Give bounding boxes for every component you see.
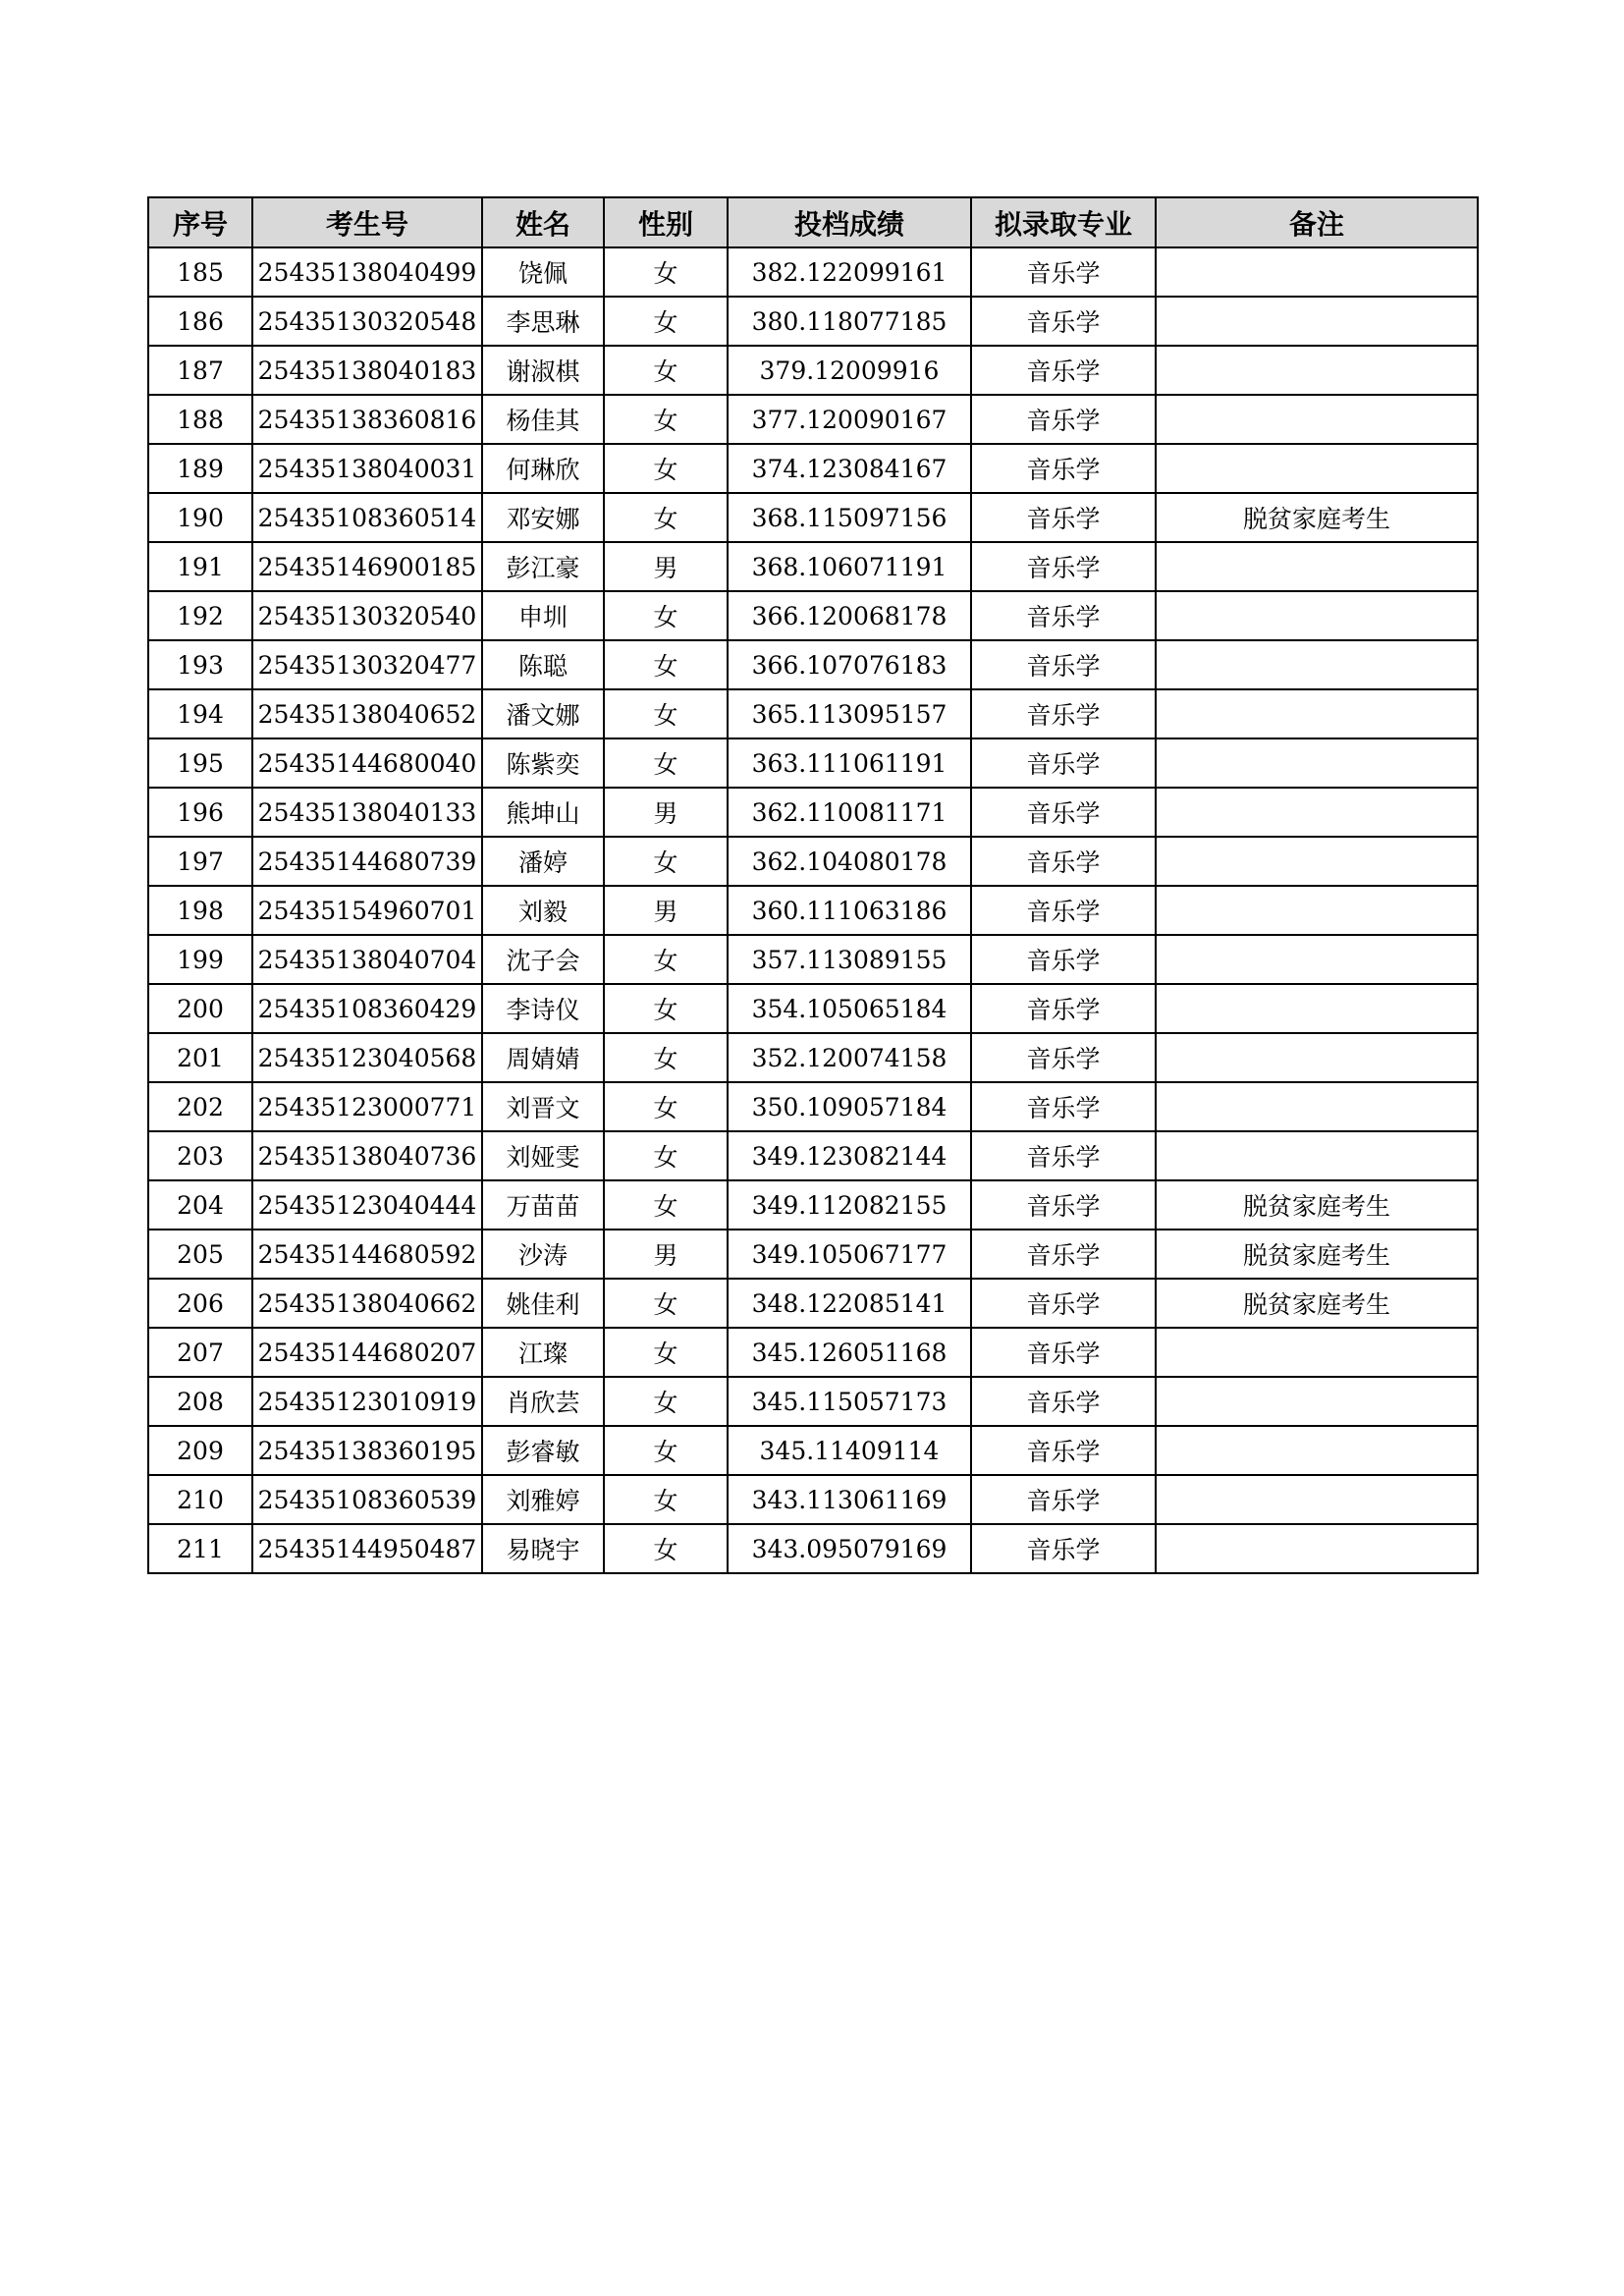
cell-gender: 女 — [604, 1082, 728, 1131]
cell-exam-id: 25435144680207 — [252, 1328, 482, 1377]
cell-score: 345.126051168 — [728, 1328, 971, 1377]
cell-name: 沙涛 — [482, 1230, 604, 1279]
cell-score: 368.115097156 — [728, 493, 971, 542]
cell-name: 刘娅雯 — [482, 1131, 604, 1180]
header-row — [148, 197, 1478, 247]
cell-major: 音乐学 — [971, 640, 1156, 689]
cell-score: 382.122099161 — [728, 247, 971, 297]
table-row — [148, 1279, 1478, 1328]
cell-seq: 203 — [148, 1131, 252, 1180]
cell-exam-id: 25435144680739 — [252, 837, 482, 886]
cell-name: 何琳欣 — [482, 444, 604, 493]
cell-note — [1156, 788, 1478, 837]
cell-exam-id: 25435138360195 — [252, 1426, 482, 1475]
cell-exam-id: 25435123010919 — [252, 1377, 482, 1426]
table-row — [148, 1033, 1478, 1082]
cell-score: 349.123082144 — [728, 1131, 971, 1180]
cell-exam-id: 25435144680040 — [252, 738, 482, 788]
table-row — [148, 395, 1478, 444]
cell-name: 饶佩 — [482, 247, 604, 297]
cell-name: 万苗苗 — [482, 1180, 604, 1230]
cell-seq: 189 — [148, 444, 252, 493]
cell-name: 申圳 — [482, 591, 604, 640]
cell-seq: 186 — [148, 297, 252, 346]
cell-seq: 199 — [148, 935, 252, 984]
cell-note — [1156, 297, 1478, 346]
cell-seq: 211 — [148, 1524, 252, 1573]
cell-major: 音乐学 — [971, 395, 1156, 444]
cell-score: 366.120068178 — [728, 591, 971, 640]
cell-exam-id: 25435138040031 — [252, 444, 482, 493]
cell-exam-id: 25435123040444 — [252, 1180, 482, 1230]
cell-note — [1156, 1377, 1478, 1426]
cell-exam-id: 25435144680592 — [252, 1230, 482, 1279]
cell-score: 345.115057173 — [728, 1377, 971, 1426]
cell-major: 音乐学 — [971, 1377, 1156, 1426]
cell-exam-id: 25435130320477 — [252, 640, 482, 689]
cell-major: 音乐学 — [971, 788, 1156, 837]
cell-note — [1156, 591, 1478, 640]
header-seq: 序号 — [148, 197, 252, 247]
table-row — [148, 591, 1478, 640]
cell-gender: 女 — [604, 591, 728, 640]
table-row — [148, 1230, 1478, 1279]
header-name: 姓名 — [482, 197, 604, 247]
cell-seq: 190 — [148, 493, 252, 542]
cell-exam-id: 25435123040568 — [252, 1033, 482, 1082]
table-row — [148, 297, 1478, 346]
cell-score: 374.123084167 — [728, 444, 971, 493]
cell-name: 邓安娜 — [482, 493, 604, 542]
cell-seq: 194 — [148, 689, 252, 738]
cell-seq: 202 — [148, 1082, 252, 1131]
cell-name: 周婧婧 — [482, 1033, 604, 1082]
cell-name: 潘婷 — [482, 837, 604, 886]
cell-name: 江璨 — [482, 1328, 604, 1377]
table-row — [148, 886, 1478, 935]
table-row — [148, 1426, 1478, 1475]
table-body — [148, 247, 1478, 1573]
cell-major: 音乐学 — [971, 444, 1156, 493]
cell-note — [1156, 837, 1478, 886]
header-major: 拟录取专业 — [971, 197, 1156, 247]
cell-exam-id: 25435138040662 — [252, 1279, 482, 1328]
cell-name: 杨佳其 — [482, 395, 604, 444]
cell-gender: 女 — [604, 247, 728, 297]
cell-exam-id: 25435144950487 — [252, 1524, 482, 1573]
table-row — [148, 738, 1478, 788]
cell-gender: 女 — [604, 935, 728, 984]
cell-major: 音乐学 — [971, 1230, 1156, 1279]
table-row — [148, 247, 1478, 297]
cell-note — [1156, 395, 1478, 444]
cell-seq: 187 — [148, 346, 252, 395]
cell-name: 陈紫奕 — [482, 738, 604, 788]
header-gender: 性别 — [604, 197, 728, 247]
table-row — [148, 493, 1478, 542]
cell-major: 音乐学 — [971, 886, 1156, 935]
cell-seq: 192 — [148, 591, 252, 640]
cell-gender: 男 — [604, 788, 728, 837]
table-header — [148, 197, 1478, 247]
cell-exam-id: 25435138040499 — [252, 247, 482, 297]
cell-gender: 女 — [604, 984, 728, 1033]
cell-score: 343.113061169 — [728, 1475, 971, 1524]
cell-note — [1156, 1524, 1478, 1573]
cell-name: 彭睿敏 — [482, 1426, 604, 1475]
cell-major: 音乐学 — [971, 935, 1156, 984]
cell-score: 360.111063186 — [728, 886, 971, 935]
cell-exam-id: 25435108360429 — [252, 984, 482, 1033]
cell-name: 彭江豪 — [482, 542, 604, 591]
table-row — [148, 1328, 1478, 1377]
cell-seq: 209 — [148, 1426, 252, 1475]
cell-score: 379.12009916 — [728, 346, 971, 395]
cell-note: 脱贫家庭考生 — [1156, 493, 1478, 542]
cell-exam-id: 25435130320548 — [252, 297, 482, 346]
cell-score: 343.095079169 — [728, 1524, 971, 1573]
cell-major: 音乐学 — [971, 542, 1156, 591]
cell-seq: 206 — [148, 1279, 252, 1328]
cell-major: 音乐学 — [971, 837, 1156, 886]
cell-gender: 女 — [604, 1279, 728, 1328]
cell-name: 李思琳 — [482, 297, 604, 346]
cell-note: 脱贫家庭考生 — [1156, 1180, 1478, 1230]
cell-exam-id: 25435138040704 — [252, 935, 482, 984]
table-row — [148, 1524, 1478, 1573]
cell-exam-id: 25435154960701 — [252, 886, 482, 935]
cell-score: 345.11409114 — [728, 1426, 971, 1475]
cell-note — [1156, 542, 1478, 591]
table-row — [148, 1475, 1478, 1524]
cell-note — [1156, 1426, 1478, 1475]
cell-seq: 197 — [148, 837, 252, 886]
table-row — [148, 788, 1478, 837]
cell-name: 姚佳利 — [482, 1279, 604, 1328]
table-row — [148, 1180, 1478, 1230]
table-row — [148, 837, 1478, 886]
cell-seq: 205 — [148, 1230, 252, 1279]
cell-seq: 207 — [148, 1328, 252, 1377]
cell-gender: 女 — [604, 1377, 728, 1426]
cell-major: 音乐学 — [971, 984, 1156, 1033]
cell-score: 350.109057184 — [728, 1082, 971, 1131]
cell-exam-id: 25435146900185 — [252, 542, 482, 591]
cell-major: 音乐学 — [971, 1426, 1156, 1475]
cell-seq: 185 — [148, 247, 252, 297]
cell-exam-id: 25435130320540 — [252, 591, 482, 640]
cell-gender: 女 — [604, 1475, 728, 1524]
cell-major: 音乐学 — [971, 346, 1156, 395]
cell-note — [1156, 1328, 1478, 1377]
cell-major: 音乐学 — [971, 1082, 1156, 1131]
cell-name: 刘毅 — [482, 886, 604, 935]
cell-note — [1156, 346, 1478, 395]
cell-major: 音乐学 — [971, 1524, 1156, 1573]
cell-gender: 男 — [604, 542, 728, 591]
cell-exam-id: 25435108360539 — [252, 1475, 482, 1524]
cell-name: 刘雅婷 — [482, 1475, 604, 1524]
cell-gender: 女 — [604, 444, 728, 493]
cell-note — [1156, 640, 1478, 689]
cell-seq: 188 — [148, 395, 252, 444]
cell-exam-id: 25435138040736 — [252, 1131, 482, 1180]
cell-name: 肖欣芸 — [482, 1377, 604, 1426]
cell-name: 潘文娜 — [482, 689, 604, 738]
cell-exam-id: 25435138040133 — [252, 788, 482, 837]
table-row — [148, 689, 1478, 738]
cell-note — [1156, 935, 1478, 984]
cell-score: 354.105065184 — [728, 984, 971, 1033]
cell-seq: 198 — [148, 886, 252, 935]
cell-exam-id: 25435108360514 — [252, 493, 482, 542]
cell-major: 音乐学 — [971, 1279, 1156, 1328]
table-row — [148, 984, 1478, 1033]
cell-exam-id: 25435123000771 — [252, 1082, 482, 1131]
cell-gender: 女 — [604, 640, 728, 689]
cell-score: 349.112082155 — [728, 1180, 971, 1230]
table-row — [148, 346, 1478, 395]
cell-major: 音乐学 — [971, 738, 1156, 788]
header-exam-id: 考生号 — [252, 197, 482, 247]
cell-score: 380.118077185 — [728, 297, 971, 346]
cell-major: 音乐学 — [971, 493, 1156, 542]
cell-gender: 女 — [604, 837, 728, 886]
cell-major: 音乐学 — [971, 689, 1156, 738]
cell-gender: 女 — [604, 1426, 728, 1475]
cell-score: 349.105067177 — [728, 1230, 971, 1279]
cell-note — [1156, 1033, 1478, 1082]
table-row — [148, 1377, 1478, 1426]
cell-note — [1156, 689, 1478, 738]
cell-name: 刘晋文 — [482, 1082, 604, 1131]
cell-score: 348.122085141 — [728, 1279, 971, 1328]
cell-gender: 男 — [604, 886, 728, 935]
cell-major: 音乐学 — [971, 1180, 1156, 1230]
cell-major: 音乐学 — [971, 1131, 1156, 1180]
cell-major: 音乐学 — [971, 591, 1156, 640]
cell-gender: 女 — [604, 395, 728, 444]
cell-gender: 女 — [604, 1033, 728, 1082]
cell-exam-id: 25435138360816 — [252, 395, 482, 444]
cell-name: 谢淑棋 — [482, 346, 604, 395]
cell-score: 362.110081171 — [728, 788, 971, 837]
cell-seq: 200 — [148, 984, 252, 1033]
cell-note — [1156, 984, 1478, 1033]
cell-seq: 204 — [148, 1180, 252, 1230]
table-row — [148, 444, 1478, 493]
cell-score: 352.120074158 — [728, 1033, 971, 1082]
cell-gender: 女 — [604, 1131, 728, 1180]
cell-name: 熊坤山 — [482, 788, 604, 837]
table-row — [148, 542, 1478, 591]
cell-gender: 女 — [604, 738, 728, 788]
cell-note — [1156, 1131, 1478, 1180]
table-row — [148, 935, 1478, 984]
table-row — [148, 640, 1478, 689]
cell-note — [1156, 247, 1478, 297]
admission-roster-table — [147, 196, 1479, 1574]
cell-score: 368.106071191 — [728, 542, 971, 591]
cell-seq: 193 — [148, 640, 252, 689]
cell-seq: 195 — [148, 738, 252, 788]
cell-name: 沈子会 — [482, 935, 604, 984]
cell-score: 377.120090167 — [728, 395, 971, 444]
header-note: 备注 — [1156, 197, 1478, 247]
cell-gender: 女 — [604, 689, 728, 738]
cell-name: 李诗仪 — [482, 984, 604, 1033]
cell-gender: 女 — [604, 1328, 728, 1377]
cell-score: 357.113089155 — [728, 935, 971, 984]
cell-score: 363.111061191 — [728, 738, 971, 788]
cell-note — [1156, 1475, 1478, 1524]
cell-note: 脱贫家庭考生 — [1156, 1279, 1478, 1328]
cell-note — [1156, 886, 1478, 935]
cell-gender: 女 — [604, 1524, 728, 1573]
cell-gender: 女 — [604, 493, 728, 542]
cell-score: 362.104080178 — [728, 837, 971, 886]
cell-seq: 196 — [148, 788, 252, 837]
cell-major: 音乐学 — [971, 247, 1156, 297]
cell-note — [1156, 1082, 1478, 1131]
cell-exam-id: 25435138040652 — [252, 689, 482, 738]
cell-gender: 女 — [604, 1180, 728, 1230]
cell-name: 易晓宇 — [482, 1524, 604, 1573]
cell-gender: 男 — [604, 1230, 728, 1279]
table-row — [148, 1131, 1478, 1180]
cell-gender: 女 — [604, 297, 728, 346]
cell-gender: 女 — [604, 346, 728, 395]
cell-score: 365.113095157 — [728, 689, 971, 738]
cell-seq: 210 — [148, 1475, 252, 1524]
cell-score: 366.107076183 — [728, 640, 971, 689]
cell-major: 音乐学 — [971, 1033, 1156, 1082]
cell-major: 音乐学 — [971, 1328, 1156, 1377]
cell-seq: 191 — [148, 542, 252, 591]
table-row — [148, 1082, 1478, 1131]
cell-note: 脱贫家庭考生 — [1156, 1230, 1478, 1279]
cell-seq: 208 — [148, 1377, 252, 1426]
cell-major: 音乐学 — [971, 1475, 1156, 1524]
cell-seq: 201 — [148, 1033, 252, 1082]
cell-note — [1156, 738, 1478, 788]
cell-note — [1156, 444, 1478, 493]
cell-exam-id: 25435138040183 — [252, 346, 482, 395]
cell-major: 音乐学 — [971, 297, 1156, 346]
header-score: 投档成绩 — [728, 197, 971, 247]
cell-name: 陈聪 — [482, 640, 604, 689]
